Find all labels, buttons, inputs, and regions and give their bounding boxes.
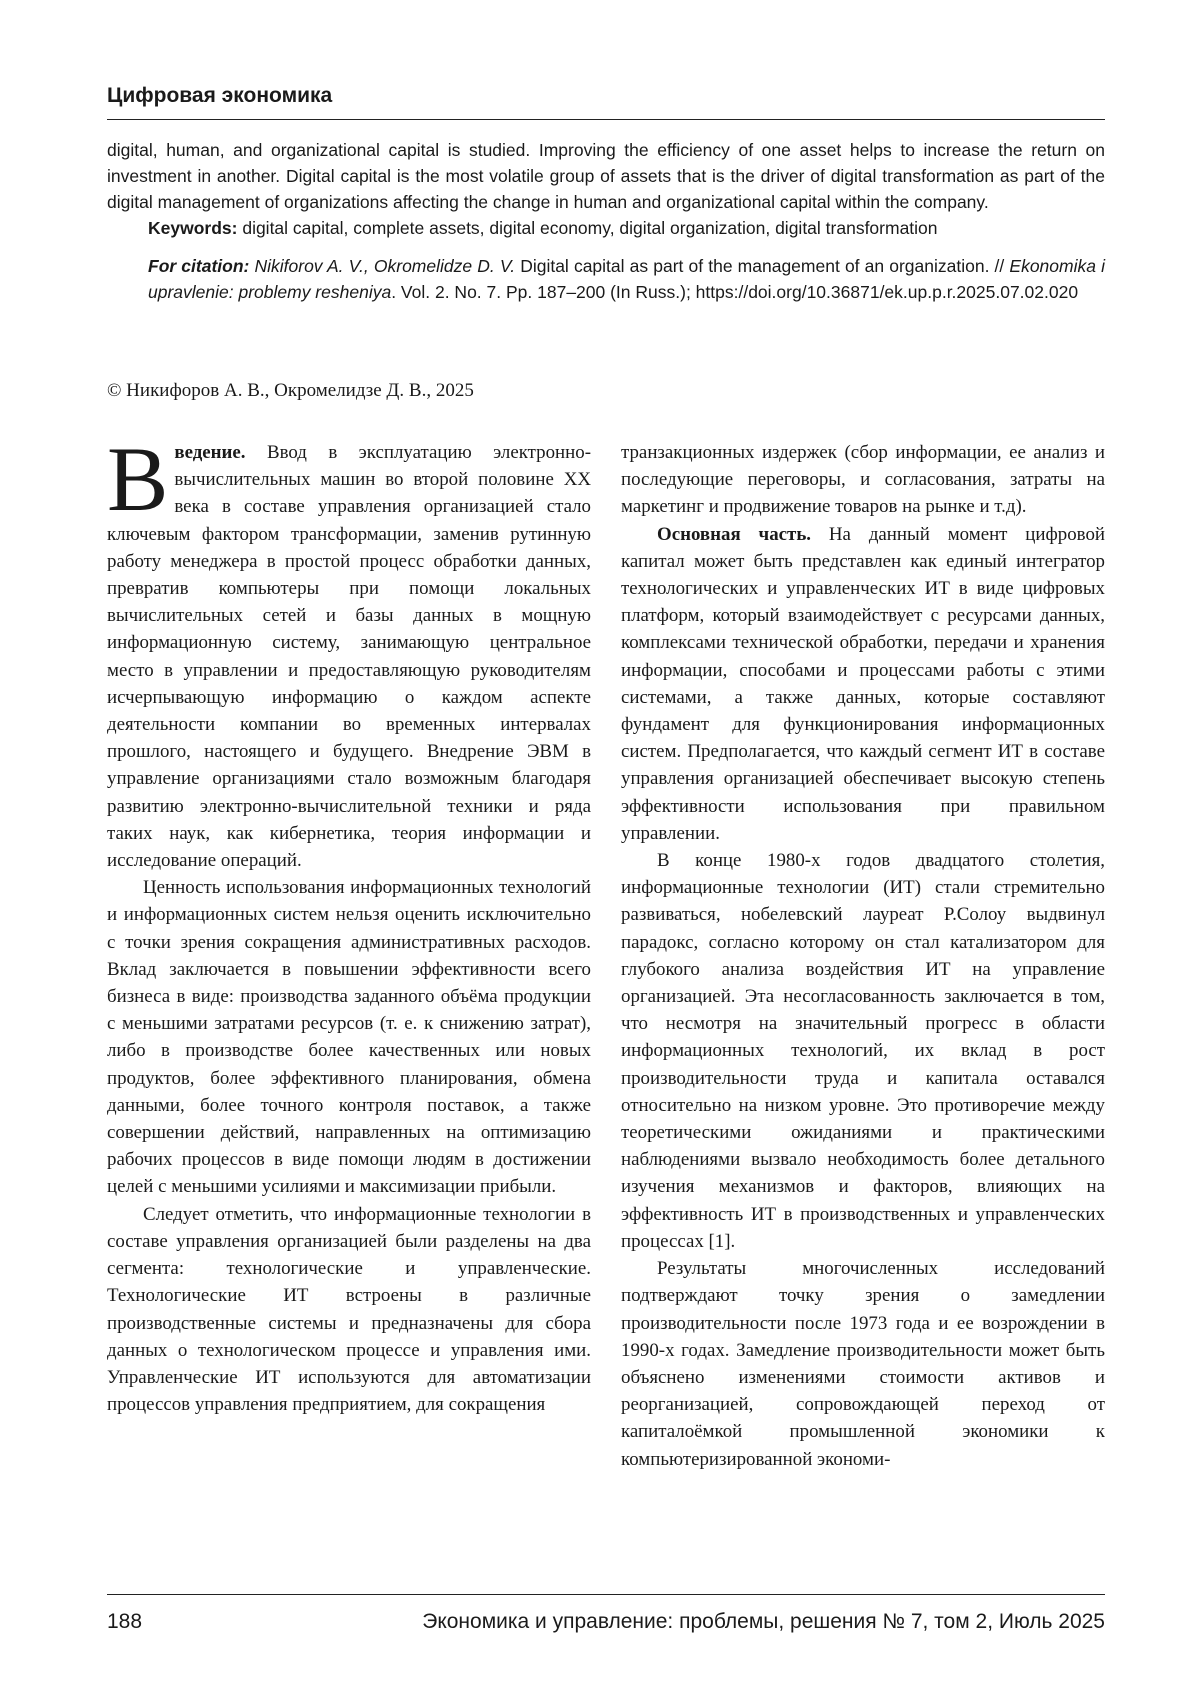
paragraph-continued: транзакционных издержек (сбор информации, ее анализ и последующие переговоры, и согласования, затраты на маркетинг и продвижение товаров на рынке и т.д). <box>621 442 1105 518</box>
main-part-text: На данный момент цифровой капитал может быть представлен как единый интегратор технологических и управленческих ИТ в виде цифровых платформ, который взаимодействует с ресурсами данных, комплексами технической обработки, передачи и хранения информации, способами и процессами работы с этими системами, а также данных, которые составляют фундамент для функционирования информационных систем. Предполагается, что каждый сегмент ИТ в составе управления организацией обеспечивает высокую степень эффективности использования при правильном управлении. <box>621 523 1106 844</box>
citation-title: Digital capital as part of the management of an organization. // <box>515 256 1010 276</box>
paragraph: В конце 1980-х годов двадцатого столетия, информационные технологии (ИТ) стали стремительно развиваться, нобелевский лауреат Р.Солоу выдвинул парадокс, согласно которому он стал катализатором для глубокого анализа воздействия ИТ на управление организацией. Эта несогласованность заключается в том, что несмотря на значительный прогресс в области информационных технологий, их вклад в рост производительности труда и капитала оставался относительно на низком уровне. Это противоречие между теоретическими ожиданиями и практическими наблюдениями вызвало необходимость более детального изучения механизмов и факторов, влияющих на эффективность ИТ в производственных и управленческих процессах [1]. <box>621 850 1105 1252</box>
citation <box>107 253 1105 305</box>
intro-text: Ввод в эксплуатацию электронно-вычислительных машин во второй половине XX века в составе управления организацией стало ключевым фактором трансформации, заменив рутинную работу менеджера в простой процесс обработки данных, превратив компьютеры при помощи локальных вычислительных сетей и базы данных в мощную информационную систему, занимающую центральное место в управлении и предоставляющую руководителям исчерпывающую информацию о каждом аспекте деятельности компании во временных интервалах прошлого, настоящего и будущего. Внедрение ЭВМ в управление организациями стало возможным благодаря развитию электронно-вычислительной техники и ряда таких наук, как кибернетика, теория информации и исследование операций. <box>107 442 591 872</box>
paragraph: Результаты многочисленных исследований подтверждают точку зрения о замедлении производительности после 1973 года и ее возрождении в 1990-х годах. Замедление производительности может быть объяснено изменениями стоимости активов и реорганизацией, сопровождающей переход от капиталоёмкой промышленной экономики к компьютеризированной экономи- <box>621 1258 1105 1470</box>
main-part-label: Основная часть. <box>657 523 812 545</box>
footer-rule <box>107 1594 1105 1595</box>
keywords-text: digital capital, complete assets, digital economy, digital organization, digital transformation <box>237 218 938 238</box>
paragraph: Ценность использования информационных технологий и информационных систем нельзя оценить исключительно с точки зрения сокращения административных расходов. Вклад заключается в повышении эффективности всего бизнеса в виде: производства заданного объёма продукции с меньшими затратами ресурсов (т. е. к снижению затрат), либо в производстве более качественных или новых продуктов, более эффективного планирования, обмена данными, более точного контроля поставок, а также совершении действий, направленных на оптимизацию рабочих процессов в виде помощи людям в достижении целей с меньшими усилиями и максимизации прибыли. <box>107 877 591 1198</box>
abstract-tail: digital, human, and organizational capital is studied. Improving the efficiency of one asset helps to increase the return on investment in another. Digital capital is the most volatile group of assets that is the driver of digital transformation as part of the digital management of organizations affecting the change in human and organizational capital within the company. <box>107 140 1105 212</box>
journal-name: Экономика и управление: проблемы, решения № 7, том 2, Июль 2025 <box>422 1610 1105 1633</box>
copyright-line: © Никифоров А. В., Окромелидзе Д. В., 2025 <box>107 380 474 401</box>
citation-authors: Nikiforov A. V., Okromelidze D. V. <box>249 256 516 276</box>
intro-paragraph <box>107 428 591 874</box>
keywords-label: Keywords: <box>148 218 238 238</box>
drop-cap: В <box>107 428 169 530</box>
citation-label: For citation: <box>148 256 250 276</box>
paragraph: Следует отметить, что информационные технологии в составе управления организацией были разделены на два сегмента: технологические и управленческие. Технологические ИТ встроены в различные производственные системы и предназначены для сбора данных о технологическом процессе и управления ими. Управленческие ИТ используются для автоматизации процессов управления предприятием, для сокращения <box>107 1203 591 1416</box>
right-column <box>621 439 1105 1473</box>
section-title: Цифровая экономика <box>107 84 333 107</box>
left-column <box>107 428 591 1418</box>
intro-label: ведение. <box>174 442 246 463</box>
abstract-block <box>107 137 1105 305</box>
page-number: 188 <box>107 1610 143 1633</box>
citation-rest: . Vol. 2. No. 7. Pp. 187–200 (In Russ.); https://doi.org/10.36871/ek.up.p.r.2025.07.02.020 <box>391 282 1079 302</box>
citation-journal: Ekonomika i upravlenie: problemy resheniya <box>148 256 1105 302</box>
keywords-line <box>107 215 1105 241</box>
header-rule <box>107 119 1105 120</box>
main-part-paragraph <box>621 521 1105 847</box>
